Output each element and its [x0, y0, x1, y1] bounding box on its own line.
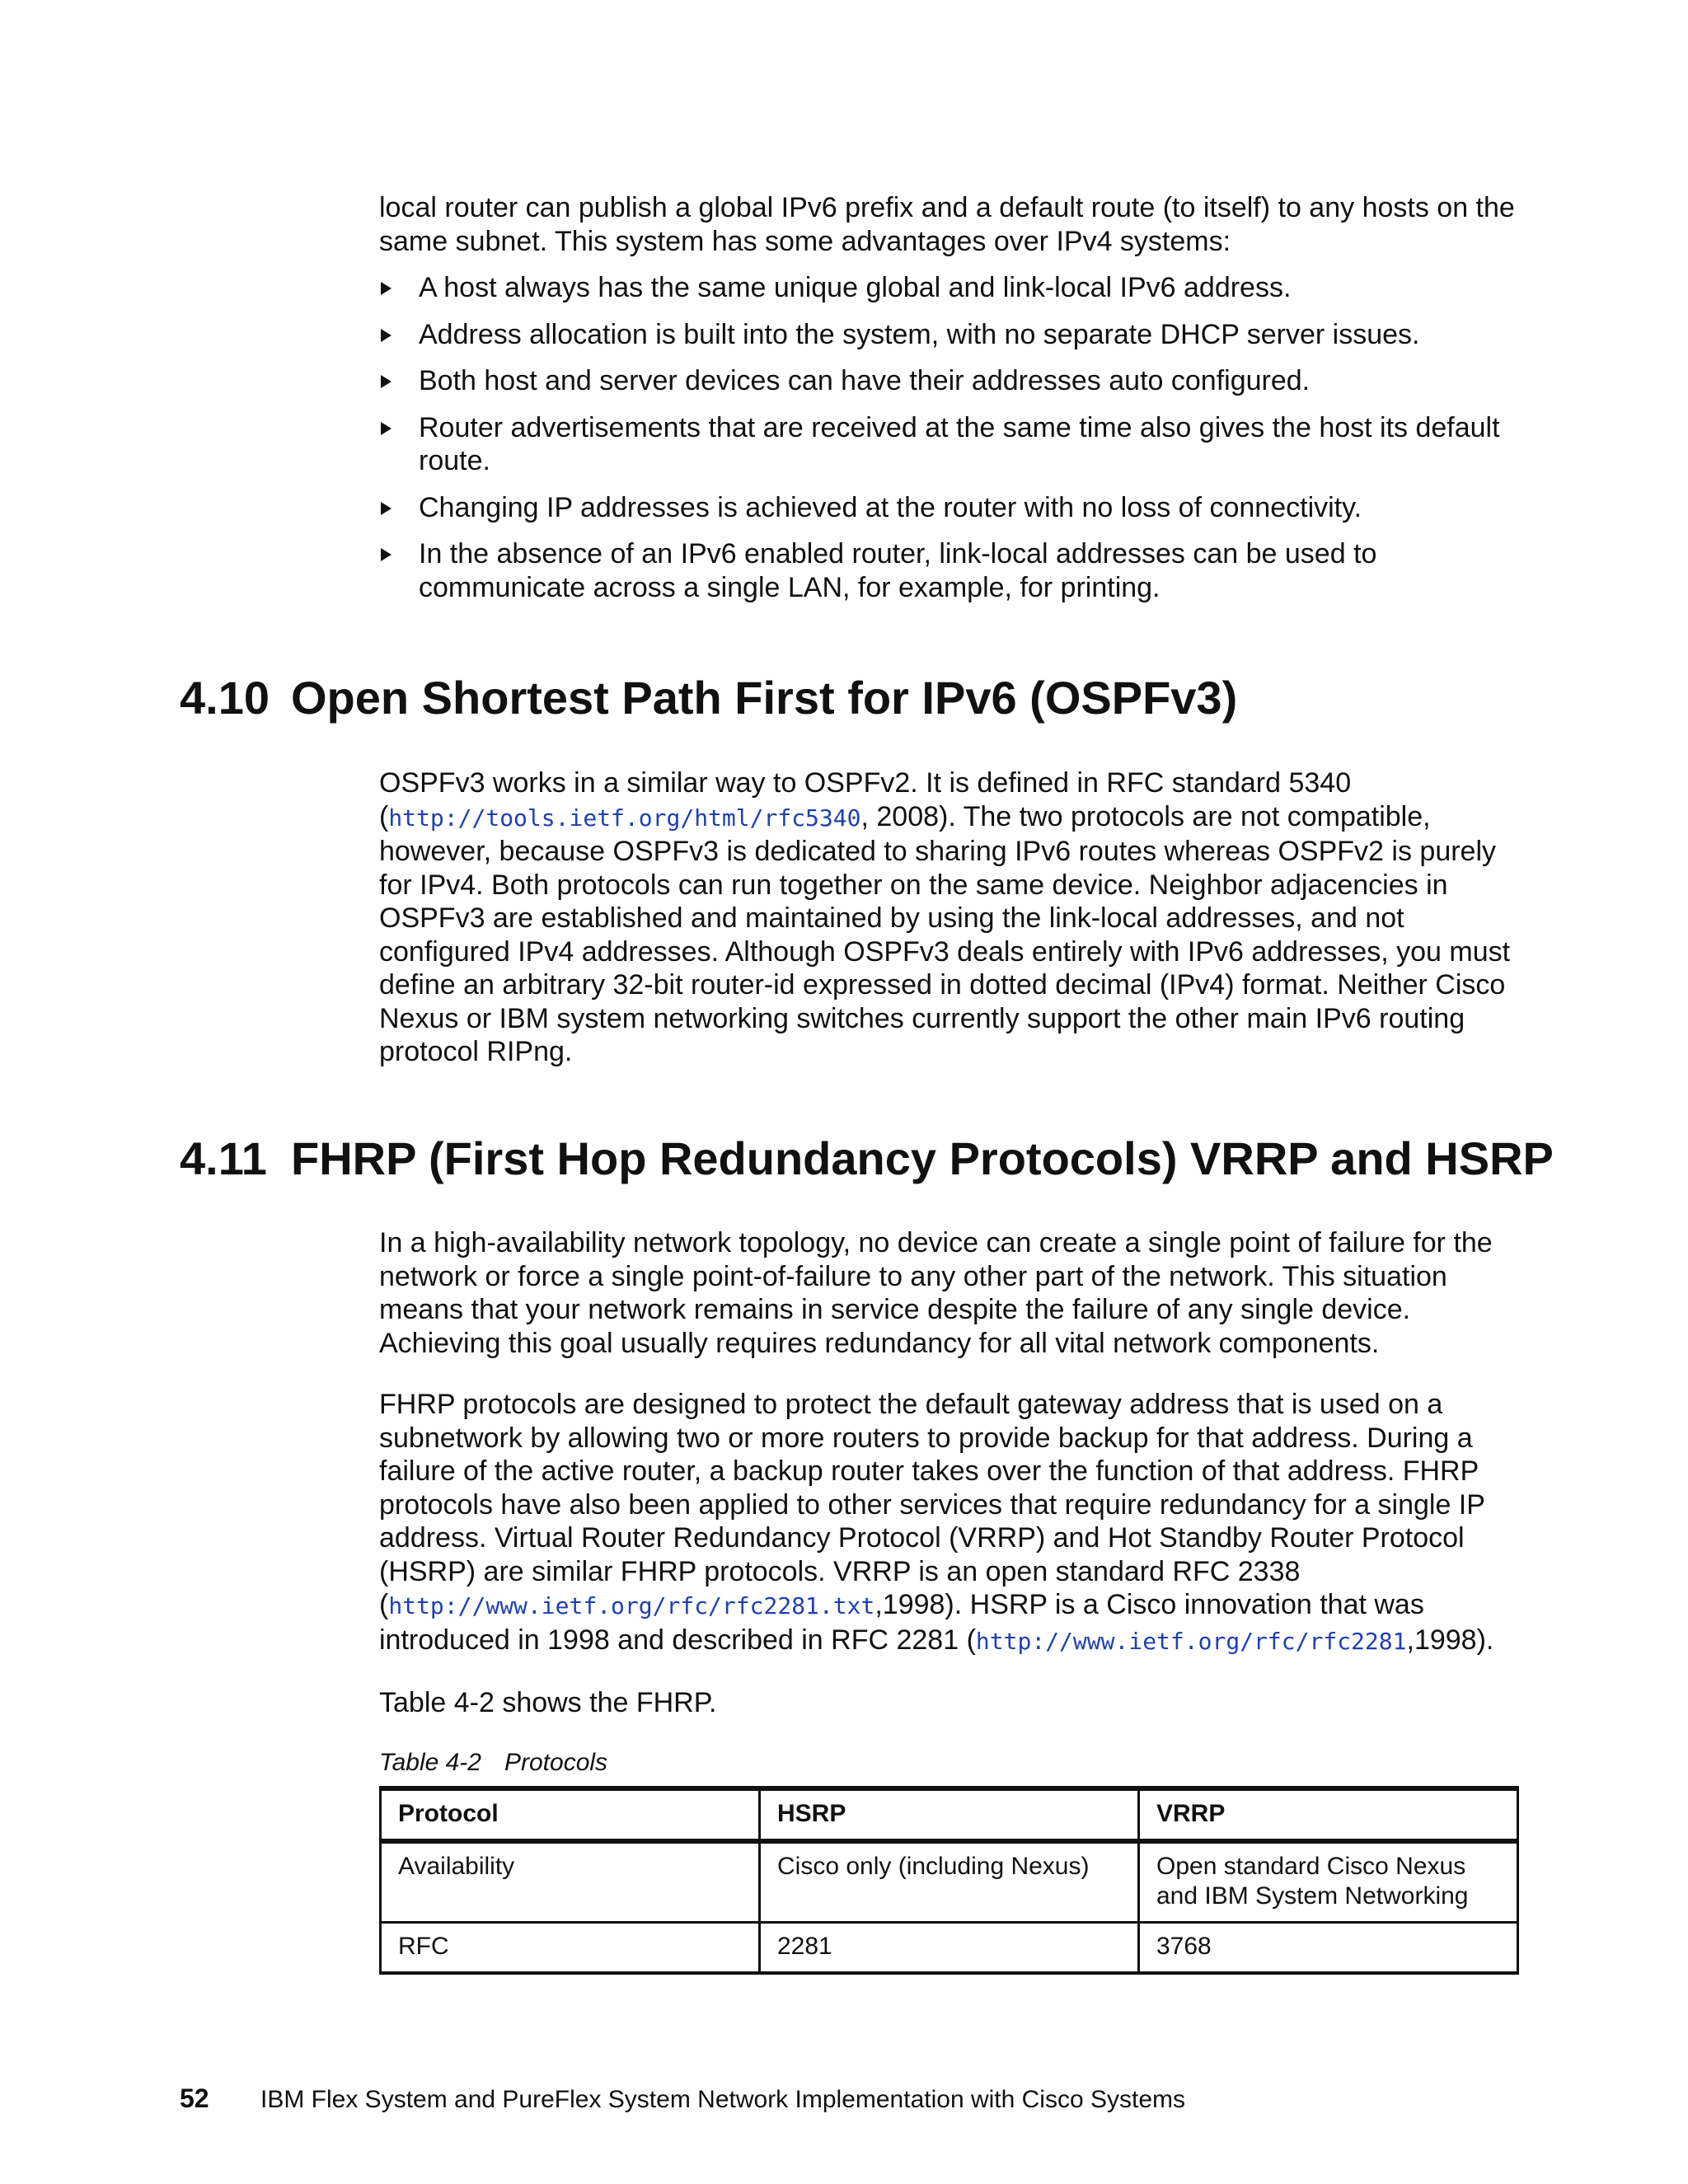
section-4-11-body — [379, 1226, 1521, 1975]
rfc2281-txt-link[interactable]: http://www.ietf.org/rfc/rfc2281.txt — [388, 1592, 875, 1619]
list-item: Changing IP addresses is achieved at the router with no loss of connectivity. — [379, 491, 1521, 525]
section-number: 4.11 — [180, 1132, 267, 1184]
bullet-triangle-icon — [381, 282, 392, 295]
header-vrrp: VRRP — [1139, 1788, 1518, 1841]
fhrp-paragraph: FHRP protocols are designed to protect the default gateway address that is used on a subnetwork by allowing two or more routers to provide backup for that address. During a failure of the active router, a backup router takes over the function of that address. FHRP protocols have also been applied to other services that require redundancy for a single IP address. Virtual Router Redundancy Protocol (VRRP) and Hot Standby Router Protocol (HSRP) are similar FHRP protocols. VRRP is an open standard RFC 2338 (http://www.ietf.org/rfc/rfc2281.txt,1998). HSRP is a Cisco innovation that was introduced in 1998 and described in RFC 2281 (http://www.ietf.org/rfc/rfc2281,1998). — [379, 1389, 1494, 1656]
list-item: Address allocation is built into the system, with no separate DHCP server issues. — [379, 318, 1521, 352]
table-cell: Availability — [381, 1841, 760, 1923]
bullet-triangle-icon — [381, 329, 392, 342]
table-row — [381, 1922, 1518, 1973]
bullet-triangle-icon — [381, 375, 392, 388]
section-title: FHRP (First Hop Redundancy Protocols) VRRP and HSRP — [291, 1132, 1554, 1184]
page-number: 52 — [180, 2083, 209, 2113]
section-4-10-body — [379, 766, 1521, 1069]
section-title: Open Shortest Path First for IPv6 (OSPFv3) — [291, 672, 1238, 724]
page-footer — [180, 2083, 1185, 2115]
section-heading-4-11 — [180, 1132, 1554, 1185]
rfc2281-link[interactable]: http://www.ietf.org/rfc/rfc2281 — [975, 1627, 1407, 1655]
header-hsrp: HSRP — [760, 1788, 1139, 1841]
book-title: IBM Flex System and PureFlex System Network Implementation with Cisco Systems — [260, 2086, 1186, 2113]
table-intro-paragraph: Table 4-2 shows the FHRP. — [379, 1687, 717, 1718]
table-cell: 2281 — [760, 1922, 1139, 1973]
section-number: 4.10 — [180, 672, 270, 724]
rfc5340-link[interactable]: http://tools.ietf.org/html/rfc5340 — [388, 804, 861, 832]
list-item: Both host and server devices can have their addresses auto configured. — [379, 364, 1521, 398]
list-item: In the absence of an IPv6 enabled router, link-local addresses can be used to communicate across a single LAN, for example, for printing. — [379, 537, 1521, 604]
protocols-table — [379, 1786, 1519, 1975]
table-cell: 3768 — [1139, 1922, 1518, 1973]
availability-paragraph: In a high-availability network topology, no device can create a single point of failure for the network or force a single point-of-failure to any other part of the network. This situation means that your network remains in service despite the failure of any single device. Achieving this goal usually requires redundancy for all vital network components. — [379, 1227, 1493, 1359]
bullet-triangle-icon — [381, 548, 392, 561]
table-header-row — [381, 1788, 1518, 1841]
intro-paragraph: local router can publish a global IPv6 prefix and a default route (to itself) to any hosts on the same subnet. This system has some advantages over IPv4 systems: — [379, 192, 1515, 257]
list-item: A host always has the same unique global and link-local IPv6 address. — [379, 271, 1521, 305]
list-item: Router advertisements that are received at the same time also gives the host its default route. — [379, 411, 1521, 478]
table-row — [381, 1841, 1518, 1923]
ospfv3-paragraph: OSPFv3 works in a similar way to OSPFv2. It is defined in RFC standard 5340 (http://tools.ietf.org/html/rfc5340, 2008). The two protocols are not compatible, however, because OSPFv3 is dedicated to sharing IPv6 routes whereas OSPFv2 is purely for IPv4. Both protocols can run together on the same device. Neighbor adjacencies in OSPFv3 are established and maintained by using the link-local addresses, and not configured IPv4 addresses. Although OSPFv3 deals entirely with IPv6 addresses, you must define an arbitrary 32-bit router-id expressed in dotted decimal (IPv4) format. Neither Cisco Nexus or IBM system networking switches currently support the other main IPv6 routing protocol RIPng. — [379, 767, 1511, 1067]
advantages-list — [379, 271, 1521, 604]
table-cell: Cisco only (including Nexus) — [760, 1841, 1139, 1923]
table-cell: RFC — [381, 1922, 760, 1973]
header-protocol: Protocol — [381, 1788, 760, 1841]
intro-block — [379, 191, 1521, 617]
table-cell: Open standard Cisco Nexus and IBM System Networking — [1139, 1841, 1518, 1923]
section-heading-4-10 — [180, 672, 1237, 724]
bullet-triangle-icon — [381, 502, 392, 515]
table-caption: Table 4-2 Protocols — [379, 1748, 608, 1776]
bullet-triangle-icon — [381, 422, 392, 435]
